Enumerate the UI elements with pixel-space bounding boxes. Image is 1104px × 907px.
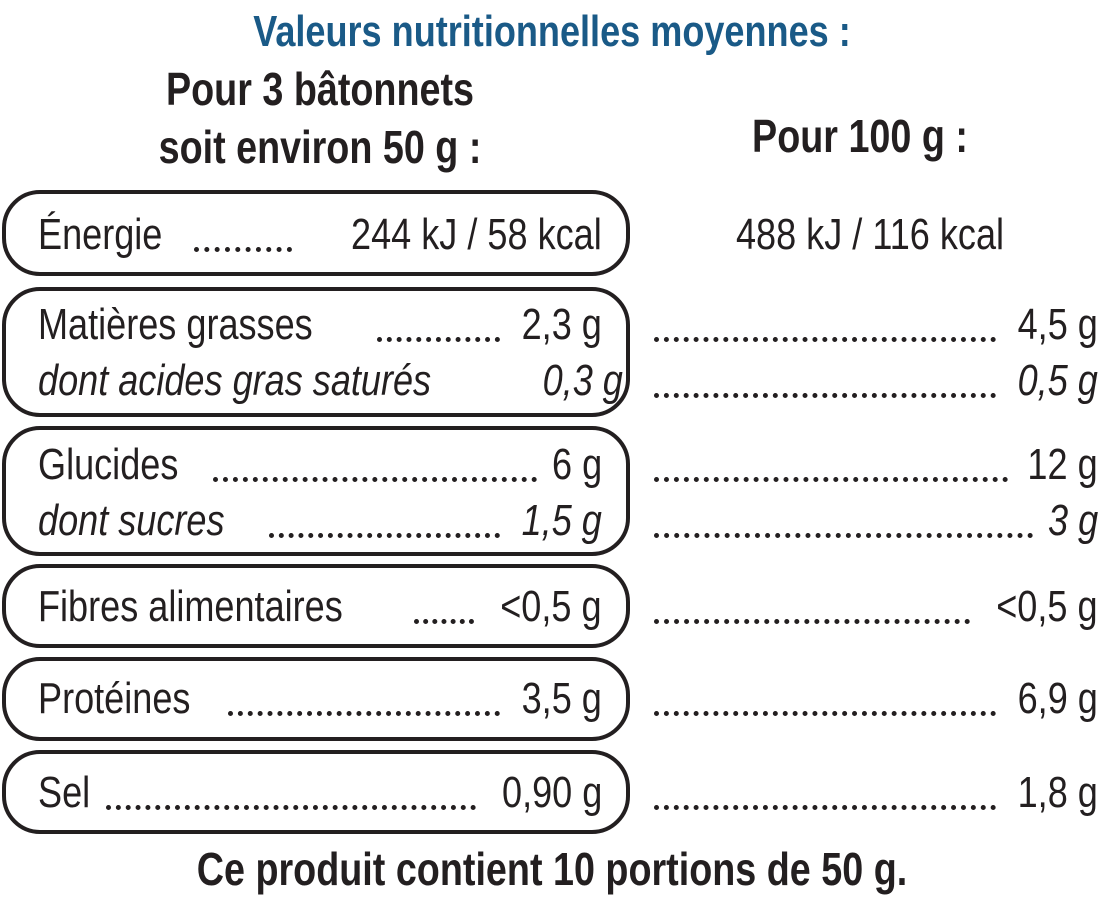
sugars-row-per100: [650, 492, 1098, 550]
protein-row-per100: [650, 670, 1098, 728]
leader-dots: [654, 393, 996, 398]
leader-dots: [654, 337, 996, 342]
fibre-portion-value: <0,5 g: [500, 582, 602, 631]
sugars-row-portion: [38, 492, 602, 550]
leader-dots: [414, 619, 475, 624]
energy-label: Énergie: [38, 210, 163, 259]
carbs-row-portion: [38, 436, 602, 494]
leader-dots: [228, 711, 500, 716]
energy-row-portion: [38, 206, 602, 264]
leader-dots: [654, 533, 1033, 538]
saturated-row-per100: [650, 352, 1098, 410]
fibre-row-portion: [38, 578, 602, 636]
saturated-portion-value: 0,3 g: [543, 356, 624, 405]
protein-per100-value: 6,9 g: [1017, 674, 1098, 723]
header-per-portion-line2: soit environ 50 g :: [158, 121, 482, 173]
portions-note: Ce produit contient 10 portions de 50 g.: [196, 843, 908, 895]
page-title: Valeurs nutritionnelles moyennes :: [253, 7, 851, 56]
protein-row-portion: [38, 670, 602, 728]
salt-label: Sel: [38, 768, 91, 817]
saturated-label: dont acides gras saturés: [38, 356, 432, 405]
leader-dots: [654, 477, 1008, 482]
carbs-portion-value: 6 g: [551, 440, 602, 489]
leader-dots: [654, 711, 996, 716]
sugars-label: dont sucres: [38, 496, 225, 545]
header-per-100g: Pour 100 g :: [752, 110, 968, 162]
leader-dots: [213, 477, 537, 482]
protein-label: Protéines: [38, 674, 191, 723]
leader-dots: [377, 337, 500, 342]
fat-label: Matières grasses: [38, 300, 313, 349]
saturated-row-portion: [38, 352, 624, 410]
fat-row-per100: [650, 296, 1098, 354]
sugars-per100-value: 3 g: [1047, 496, 1098, 545]
energy-portion-value: 244 kJ / 58 kcal: [351, 210, 602, 259]
carbs-row-per100: [650, 436, 1098, 494]
leader-dots: [269, 533, 500, 538]
sugars-portion-value: 1,5 g: [521, 496, 602, 545]
carbs-per100-value: 12 g: [1027, 440, 1098, 489]
fibre-per100-value: <0,5 g: [996, 582, 1098, 631]
carbs-label: Glucides: [38, 440, 179, 489]
fibre-label: Fibres alimentaires: [38, 582, 343, 631]
leader-dots: [106, 805, 476, 810]
leader-dots: [194, 247, 293, 252]
header-per-portion-line1: Pour 3 bâtonnets: [165, 63, 475, 115]
salt-row-portion: [38, 764, 602, 822]
salt-row-per100: [650, 764, 1098, 822]
protein-portion-value: 3,5 g: [521, 674, 602, 723]
salt-portion-value: 0,90 g: [501, 768, 602, 817]
header-per-portion: [107, 60, 533, 176]
energy-per100-value: 488 kJ / 116 kcal: [735, 210, 1005, 259]
fat-per100-value: 4,5 g: [1017, 300, 1098, 349]
fat-row-portion: [38, 296, 602, 354]
fat-portion-value: 2,3 g: [521, 300, 602, 349]
fibre-row-per100: [650, 578, 1098, 636]
leader-dots: [654, 805, 996, 810]
leader-dots: [654, 619, 970, 624]
saturated-per100-value: 0,5 g: [1017, 356, 1098, 405]
salt-per100-value: 1,8 g: [1017, 768, 1098, 817]
